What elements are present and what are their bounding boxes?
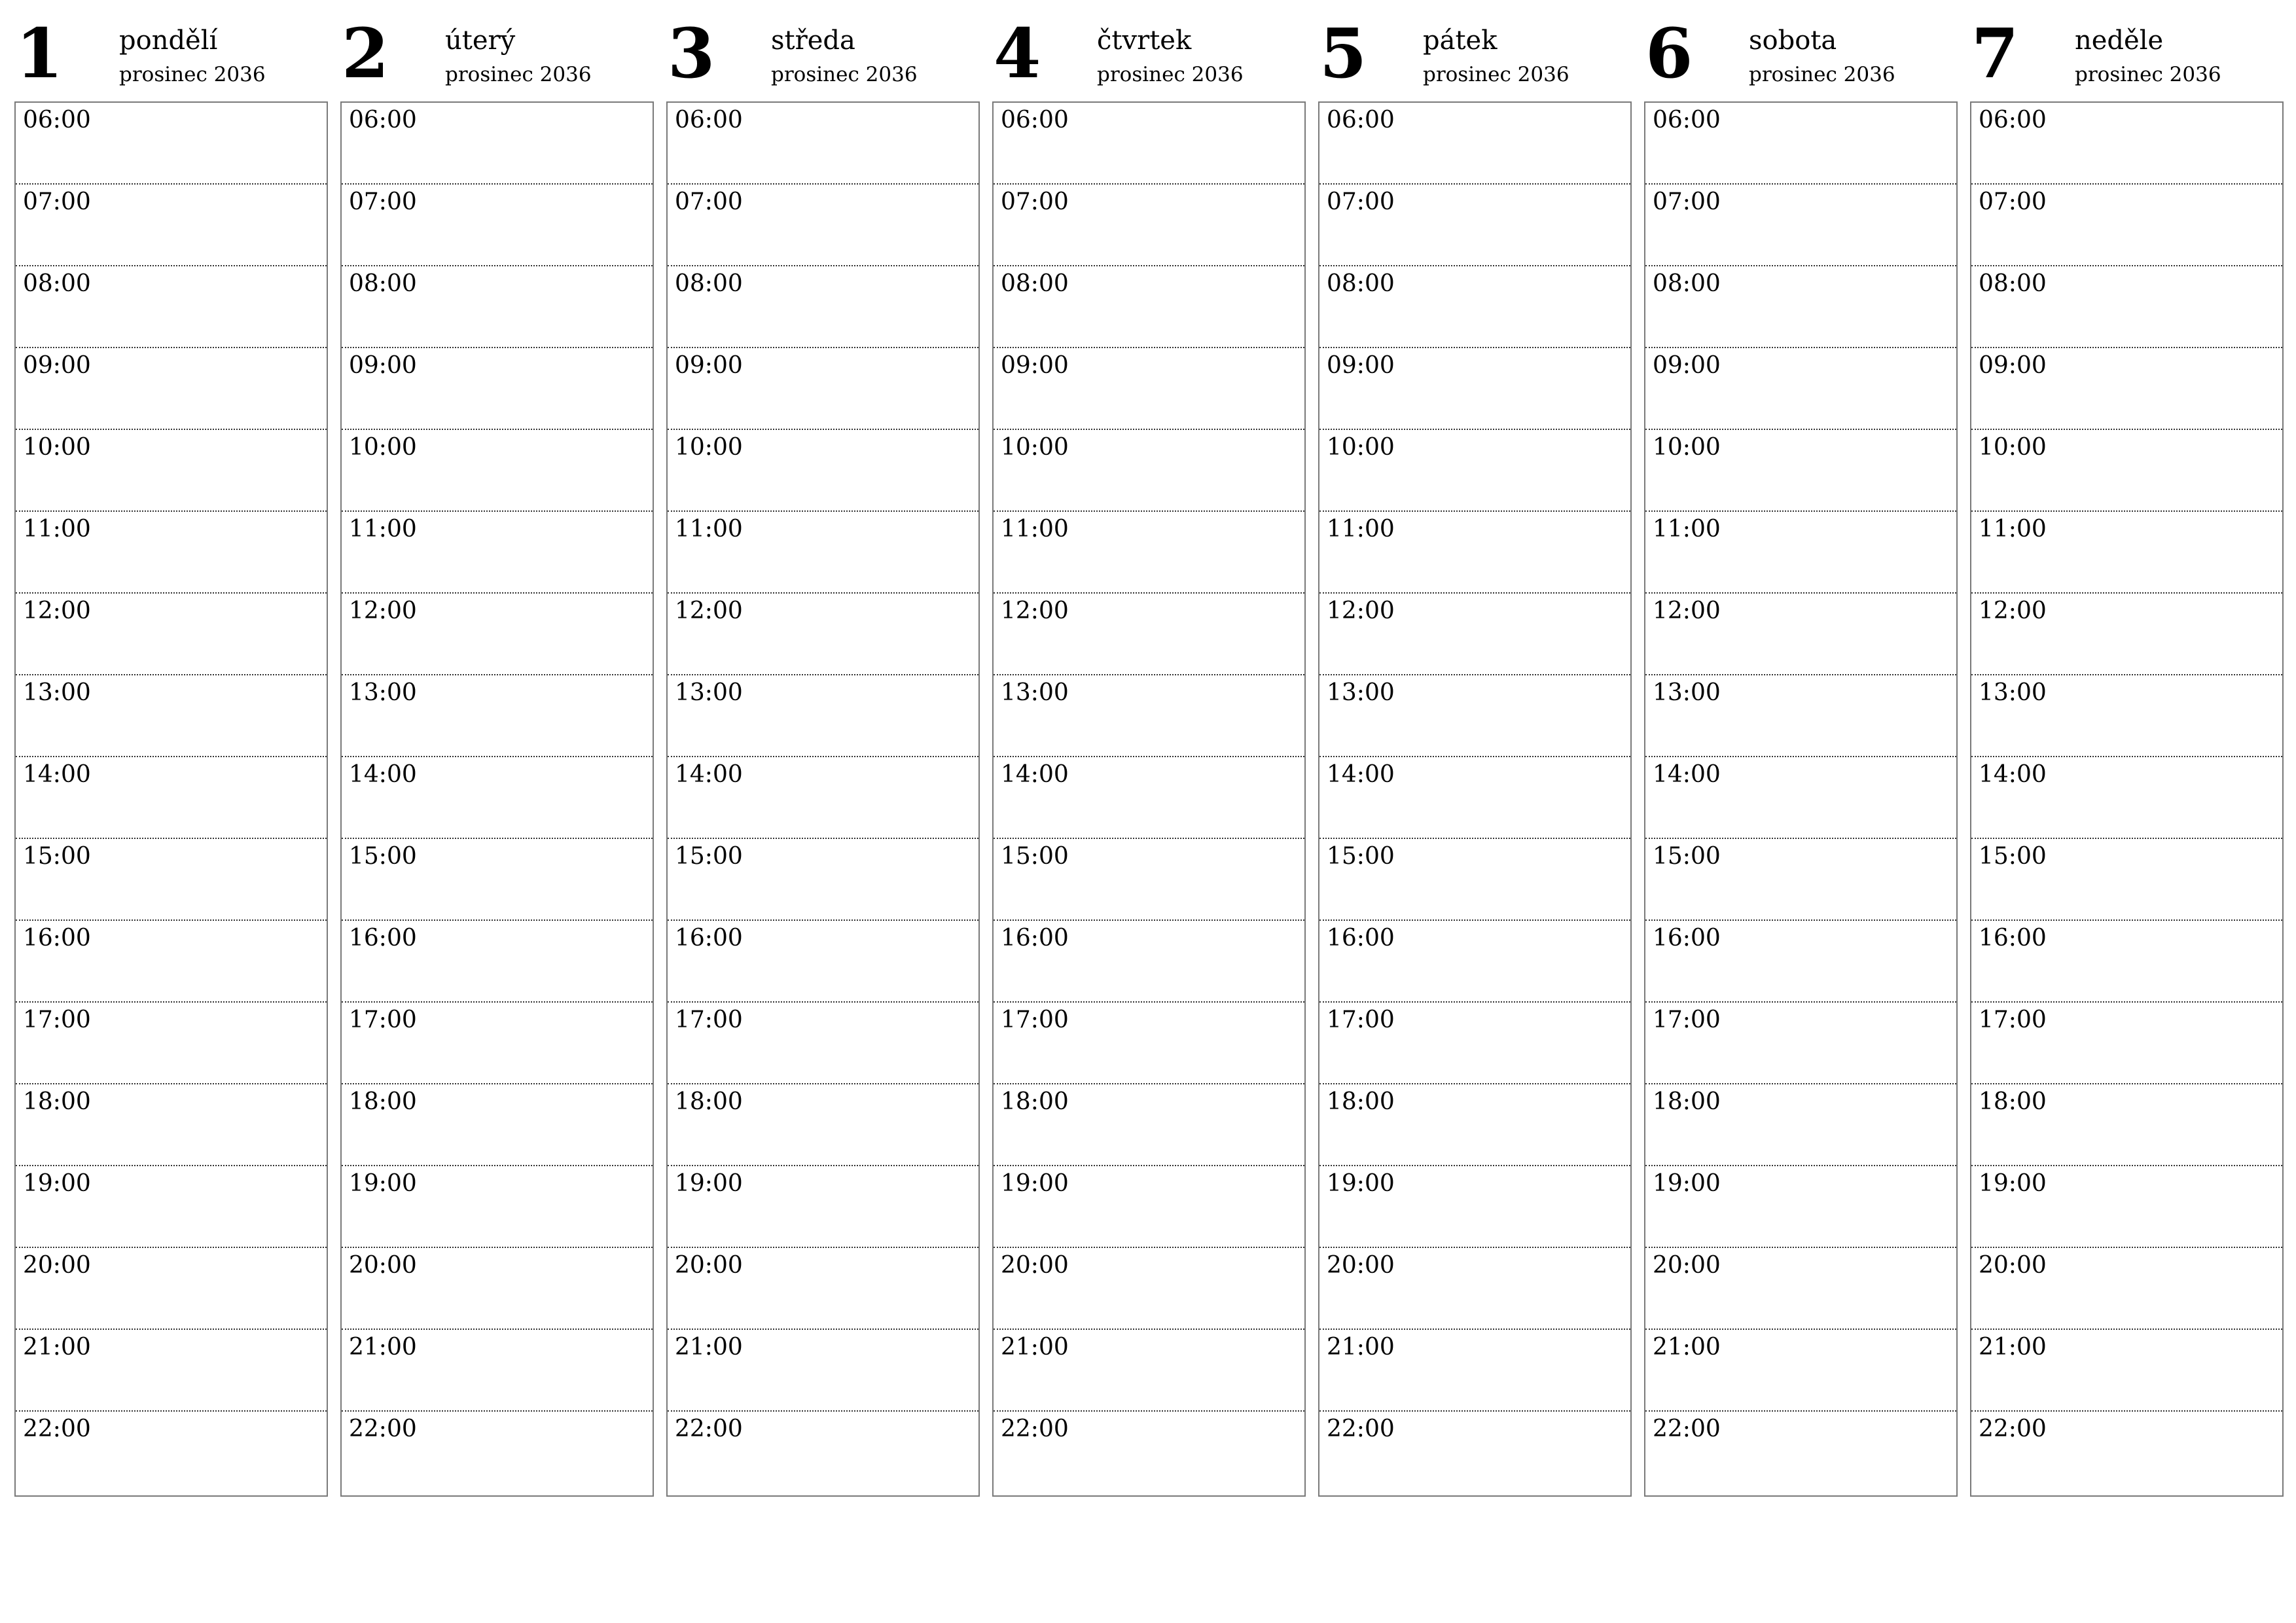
day-header	[1644, 0, 1958, 98]
time-slot[interactable]	[1971, 839, 2282, 921]
time-slot[interactable]	[668, 1412, 978, 1493]
time-slot[interactable]	[1319, 512, 1630, 594]
day-column	[1318, 0, 1632, 1505]
time-label: 16:00	[675, 925, 743, 952]
time-slot[interactable]	[668, 839, 978, 921]
time-slot[interactable]	[1645, 675, 1956, 757]
time-label: 22:00	[1653, 1416, 1721, 1442]
time-slot[interactable]	[342, 675, 653, 757]
time-label: 18:00	[1001, 1088, 1069, 1115]
day-schedule-box	[992, 101, 1306, 1497]
time-label: 20:00	[349, 1252, 417, 1279]
time-slot[interactable]	[16, 1248, 327, 1330]
time-label: 22:00	[349, 1416, 417, 1442]
time-label: 21:00	[1327, 1334, 1395, 1361]
time-slot[interactable]	[994, 675, 1304, 757]
time-slot[interactable]	[1319, 675, 1630, 757]
time-slot[interactable]	[342, 594, 653, 675]
time-label: 19:00	[1979, 1170, 2047, 1197]
time-label: 17:00	[675, 1007, 743, 1033]
time-label: 17:00	[1653, 1007, 1721, 1033]
day-name: pondělí	[119, 26, 218, 56]
time-slot[interactable]	[994, 1166, 1304, 1248]
time-label: 16:00	[1979, 925, 2047, 952]
time-label: 15:00	[23, 843, 91, 870]
day-header	[340, 0, 654, 98]
time-slot[interactable]	[342, 1248, 653, 1330]
time-label: 09:00	[1327, 352, 1395, 379]
day-number: 6	[1645, 13, 1693, 94]
time-label: 19:00	[1327, 1170, 1395, 1197]
time-slot[interactable]	[342, 839, 653, 921]
time-label: 18:00	[675, 1088, 743, 1115]
time-slot[interactable]	[994, 266, 1304, 348]
time-slot[interactable]	[342, 348, 653, 430]
time-slot[interactable]	[1319, 594, 1630, 675]
time-slot[interactable]	[1971, 512, 2282, 594]
time-label: 13:00	[1653, 679, 1721, 706]
time-label: 15:00	[1327, 843, 1395, 870]
day-month-label: prosinec 2036	[1423, 63, 1570, 86]
time-label: 06:00	[1653, 107, 1721, 134]
time-label: 09:00	[675, 352, 743, 379]
day-header	[1970, 0, 2284, 98]
time-slot[interactable]	[1319, 266, 1630, 348]
time-label: 11:00	[675, 516, 743, 543]
time-label: 12:00	[675, 597, 743, 624]
time-label: 17:00	[23, 1007, 91, 1033]
time-label: 16:00	[349, 925, 417, 952]
day-column	[340, 0, 654, 1505]
time-label: 10:00	[1327, 434, 1395, 461]
time-slot[interactable]	[342, 1084, 653, 1166]
time-slot[interactable]	[994, 512, 1304, 594]
time-label: 07:00	[349, 188, 417, 215]
time-slot[interactable]	[1319, 1248, 1630, 1330]
time-label: 13:00	[1327, 679, 1395, 706]
time-slot[interactable]	[668, 266, 978, 348]
time-slot[interactable]	[1971, 1166, 2282, 1248]
time-slot[interactable]	[994, 430, 1304, 512]
time-label: 13:00	[1001, 679, 1069, 706]
time-label: 10:00	[1001, 434, 1069, 461]
time-label: 08:00	[1001, 270, 1069, 297]
time-slot[interactable]	[1319, 839, 1630, 921]
time-label: 21:00	[1979, 1334, 2047, 1361]
time-label: 06:00	[349, 107, 417, 134]
time-label: 09:00	[1001, 352, 1069, 379]
time-slot[interactable]	[668, 757, 978, 839]
time-slot[interactable]	[16, 1412, 327, 1493]
time-slot[interactable]	[668, 1003, 978, 1084]
time-label: 21:00	[1653, 1334, 1721, 1361]
time-label: 06:00	[1327, 107, 1395, 134]
time-slot[interactable]	[1971, 103, 2282, 185]
time-slot[interactable]	[342, 430, 653, 512]
time-slot[interactable]	[668, 348, 978, 430]
time-slot[interactable]	[1319, 430, 1630, 512]
time-slot[interactable]	[1645, 1084, 1956, 1166]
time-label: 09:00	[1653, 352, 1721, 379]
time-slot[interactable]	[668, 512, 978, 594]
time-label: 22:00	[1979, 1416, 2047, 1442]
time-slot[interactable]	[1319, 921, 1630, 1003]
time-slot[interactable]	[994, 1084, 1304, 1166]
time-label: 17:00	[1979, 1007, 2047, 1033]
time-label: 16:00	[1001, 925, 1069, 952]
time-label: 13:00	[1979, 679, 2047, 706]
time-label: 18:00	[23, 1088, 91, 1115]
time-slot[interactable]	[16, 103, 327, 185]
time-slot[interactable]	[668, 185, 978, 266]
day-number: 5	[1319, 13, 1367, 94]
time-slot[interactable]	[1645, 757, 1956, 839]
time-label: 20:00	[675, 1252, 743, 1279]
time-slot[interactable]	[1319, 348, 1630, 430]
time-slot[interactable]	[668, 594, 978, 675]
time-label: 14:00	[1327, 761, 1395, 788]
time-slot[interactable]	[16, 185, 327, 266]
time-slot[interactable]	[1971, 757, 2282, 839]
time-slot[interactable]	[1645, 594, 1956, 675]
time-slot[interactable]	[668, 1248, 978, 1330]
time-label: 06:00	[1979, 107, 2047, 134]
time-slot[interactable]	[1971, 266, 2282, 348]
time-slot[interactable]	[1645, 430, 1956, 512]
time-slot[interactable]	[16, 594, 327, 675]
day-header	[666, 0, 980, 98]
day-column	[1644, 0, 1958, 1505]
time-label: 18:00	[1653, 1088, 1721, 1115]
time-slot[interactable]	[1645, 1003, 1956, 1084]
time-label: 15:00	[1979, 843, 2047, 870]
day-month-label: prosinec 2036	[119, 63, 266, 86]
day-name: čtvrtek	[1097, 26, 1192, 56]
time-label: 07:00	[1001, 188, 1069, 215]
day-month-label: prosinec 2036	[1749, 63, 1895, 86]
time-slot[interactable]	[16, 1330, 327, 1412]
time-slot[interactable]	[16, 757, 327, 839]
time-slot[interactable]	[1971, 675, 2282, 757]
time-label: 19:00	[1001, 1170, 1069, 1197]
time-label: 18:00	[349, 1088, 417, 1115]
time-slot[interactable]	[994, 1330, 1304, 1412]
time-slot[interactable]	[1645, 1330, 1956, 1412]
time-slot[interactable]	[1319, 185, 1630, 266]
time-slot[interactable]	[1319, 1330, 1630, 1412]
time-label: 12:00	[1327, 597, 1395, 624]
time-label: 08:00	[1979, 270, 2047, 297]
time-slot[interactable]	[1319, 1412, 1630, 1493]
time-label: 12:00	[1001, 597, 1069, 624]
time-slot[interactable]	[994, 757, 1304, 839]
day-number: 4	[994, 13, 1041, 94]
time-slot[interactable]	[1319, 757, 1630, 839]
time-label: 14:00	[349, 761, 417, 788]
time-slot[interactable]	[1971, 1248, 2282, 1330]
time-slot[interactable]	[16, 921, 327, 1003]
time-label: 10:00	[23, 434, 91, 461]
day-column	[1970, 0, 2284, 1505]
time-label: 20:00	[1653, 1252, 1721, 1279]
time-label: 10:00	[675, 434, 743, 461]
time-slot[interactable]	[994, 1412, 1304, 1493]
time-label: 07:00	[1979, 188, 2047, 215]
day-month-label: prosinec 2036	[2075, 63, 2221, 86]
time-slot[interactable]	[1319, 103, 1630, 185]
time-slot[interactable]	[16, 1003, 327, 1084]
time-label: 09:00	[1979, 352, 2047, 379]
time-label: 14:00	[1001, 761, 1069, 788]
time-label: 06:00	[23, 107, 91, 134]
day-header	[992, 0, 1306, 98]
day-month-label: prosinec 2036	[1097, 63, 1244, 86]
time-slot[interactable]	[1971, 348, 2282, 430]
time-label: 11:00	[23, 516, 91, 543]
time-label: 08:00	[1653, 270, 1721, 297]
time-slot[interactable]	[1319, 1003, 1630, 1084]
time-slot[interactable]	[16, 1166, 327, 1248]
time-slot[interactable]	[994, 839, 1304, 921]
time-label: 09:00	[349, 352, 417, 379]
time-slot[interactable]	[994, 1003, 1304, 1084]
time-slot[interactable]	[16, 348, 327, 430]
time-slot[interactable]	[342, 1330, 653, 1412]
time-slot[interactable]	[668, 1166, 978, 1248]
time-label: 22:00	[675, 1416, 743, 1442]
day-header	[14, 0, 328, 98]
time-label: 17:00	[1001, 1007, 1069, 1033]
time-label: 14:00	[23, 761, 91, 788]
time-slot[interactable]	[1645, 1248, 1956, 1330]
time-label: 19:00	[23, 1170, 91, 1197]
time-label: 19:00	[675, 1170, 743, 1197]
time-label: 15:00	[675, 843, 743, 870]
time-slot[interactable]	[994, 103, 1304, 185]
time-label: 09:00	[23, 352, 91, 379]
time-label: 17:00	[1327, 1007, 1395, 1033]
day-name: neděle	[2075, 26, 2164, 56]
time-label: 22:00	[1001, 1416, 1069, 1442]
time-label: 07:00	[1653, 188, 1721, 215]
time-label: 19:00	[1653, 1170, 1721, 1197]
time-slot[interactable]	[1971, 1412, 2282, 1493]
time-label: 20:00	[1327, 1252, 1395, 1279]
time-slot[interactable]	[1645, 512, 1956, 594]
time-slot[interactable]	[1971, 1084, 2282, 1166]
time-label: 16:00	[23, 925, 91, 952]
time-label: 15:00	[349, 843, 417, 870]
time-slot[interactable]	[994, 1248, 1304, 1330]
time-slot[interactable]	[668, 430, 978, 512]
time-slot[interactable]	[16, 1084, 327, 1166]
time-label: 14:00	[1653, 761, 1721, 788]
time-slot[interactable]	[16, 675, 327, 757]
time-label: 08:00	[1327, 270, 1395, 297]
time-slot[interactable]	[1971, 1330, 2282, 1412]
time-label: 13:00	[23, 679, 91, 706]
time-label: 12:00	[1653, 597, 1721, 624]
day-schedule-box	[1318, 101, 1632, 1497]
time-slot[interactable]	[342, 266, 653, 348]
time-label: 20:00	[1979, 1252, 2047, 1279]
time-slot[interactable]	[668, 921, 978, 1003]
day-number: 7	[1971, 13, 2019, 94]
time-slot[interactable]	[668, 1084, 978, 1166]
time-label: 08:00	[23, 270, 91, 297]
time-label: 12:00	[1979, 597, 2047, 624]
time-slot[interactable]	[1645, 348, 1956, 430]
time-label: 12:00	[23, 597, 91, 624]
time-label: 11:00	[1979, 516, 2047, 543]
time-label: 22:00	[1327, 1416, 1395, 1442]
time-slot[interactable]	[16, 266, 327, 348]
time-slot[interactable]	[1971, 430, 2282, 512]
time-label: 19:00	[349, 1170, 417, 1197]
time-label: 22:00	[23, 1416, 91, 1442]
time-label: 08:00	[349, 270, 417, 297]
time-slot[interactable]	[1971, 594, 2282, 675]
time-label: 07:00	[23, 188, 91, 215]
time-label: 20:00	[1001, 1252, 1069, 1279]
time-label: 11:00	[349, 516, 417, 543]
day-name: středa	[771, 26, 855, 56]
day-name: úterý	[445, 26, 516, 56]
time-label: 06:00	[675, 107, 743, 134]
time-label: 20:00	[23, 1252, 91, 1279]
time-slot[interactable]	[668, 675, 978, 757]
time-slot[interactable]	[1645, 103, 1956, 185]
day-name: sobota	[1749, 26, 1837, 56]
time-slot[interactable]	[994, 921, 1304, 1003]
time-label: 21:00	[1001, 1334, 1069, 1361]
time-slot[interactable]	[342, 1412, 653, 1493]
time-label: 07:00	[675, 188, 743, 215]
time-label: 16:00	[1653, 925, 1721, 952]
time-slot[interactable]	[994, 348, 1304, 430]
day-number: 1	[16, 13, 63, 94]
day-month-label: prosinec 2036	[771, 63, 918, 86]
day-name: pátek	[1423, 26, 1498, 56]
time-label: 11:00	[1653, 516, 1721, 543]
weekly-planner	[14, 0, 2294, 1505]
day-schedule-box	[340, 101, 654, 1497]
time-slot[interactable]	[342, 185, 653, 266]
time-slot[interactable]	[342, 512, 653, 594]
day-schedule-box	[1644, 101, 1958, 1497]
time-slot[interactable]	[342, 921, 653, 1003]
time-label: 06:00	[1001, 107, 1069, 134]
time-label: 07:00	[1327, 188, 1395, 215]
time-slot[interactable]	[1971, 1003, 2282, 1084]
day-column	[14, 0, 328, 1505]
time-slot[interactable]	[1645, 1412, 1956, 1493]
time-label: 16:00	[1327, 925, 1395, 952]
time-slot[interactable]	[668, 103, 978, 185]
time-slot[interactable]	[1645, 266, 1956, 348]
time-slot[interactable]	[1645, 185, 1956, 266]
time-label: 11:00	[1001, 516, 1069, 543]
day-column	[992, 0, 1306, 1505]
time-slot[interactable]	[16, 430, 327, 512]
day-column	[666, 0, 980, 1505]
time-slot[interactable]	[994, 185, 1304, 266]
time-slot[interactable]	[16, 512, 327, 594]
time-slot[interactable]	[1971, 185, 2282, 266]
day-number: 3	[668, 13, 715, 94]
time-label: 21:00	[23, 1334, 91, 1361]
day-number: 2	[342, 13, 389, 94]
day-header	[1318, 0, 1632, 98]
time-label: 15:00	[1653, 843, 1721, 870]
time-slot[interactable]	[994, 594, 1304, 675]
time-label: 13:00	[675, 679, 743, 706]
time-slot[interactable]	[1645, 1166, 1956, 1248]
time-label: 21:00	[349, 1334, 417, 1361]
time-slot[interactable]	[1319, 1084, 1630, 1166]
day-schedule-box	[14, 101, 328, 1497]
time-label: 18:00	[1327, 1088, 1395, 1115]
time-slot[interactable]	[1645, 839, 1956, 921]
time-label: 11:00	[1327, 516, 1395, 543]
time-label: 21:00	[675, 1334, 743, 1361]
time-label: 17:00	[349, 1007, 417, 1033]
day-month-label: prosinec 2036	[445, 63, 592, 86]
time-label: 10:00	[1979, 434, 2047, 461]
time-label: 14:00	[1979, 761, 2047, 788]
time-label: 10:00	[1653, 434, 1721, 461]
day-schedule-box	[1970, 101, 2284, 1497]
time-label: 14:00	[675, 761, 743, 788]
time-slot[interactable]	[342, 757, 653, 839]
time-label: 18:00	[1979, 1088, 2047, 1115]
time-label: 15:00	[1001, 843, 1069, 870]
time-label: 10:00	[349, 434, 417, 461]
time-label: 13:00	[349, 679, 417, 706]
time-slot[interactable]	[342, 103, 653, 185]
time-slot[interactable]	[342, 1003, 653, 1084]
time-slot[interactable]	[1971, 921, 2282, 1003]
day-schedule-box	[666, 101, 980, 1497]
time-label: 12:00	[349, 597, 417, 624]
time-slot[interactable]	[1645, 921, 1956, 1003]
time-label: 08:00	[675, 270, 743, 297]
time-slot[interactable]	[16, 839, 327, 921]
time-slot[interactable]	[668, 1330, 978, 1412]
time-slot[interactable]	[1319, 1166, 1630, 1248]
time-slot[interactable]	[342, 1166, 653, 1248]
